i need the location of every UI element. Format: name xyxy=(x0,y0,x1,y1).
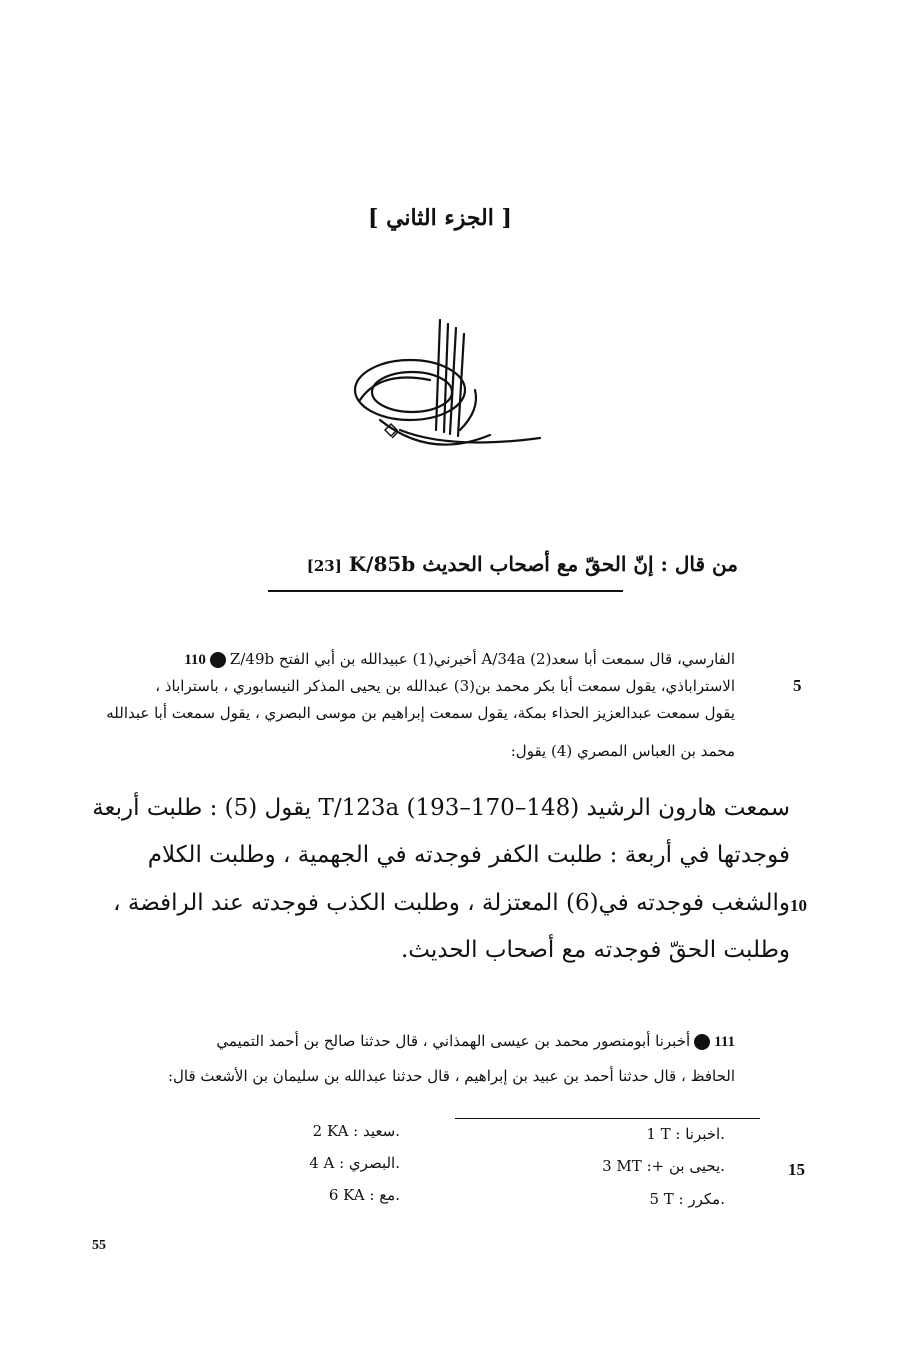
footnote-separator xyxy=(455,1118,760,1119)
quote-line-4: وطلبت الحقّ فوجدته مع أصحاب الحديث. xyxy=(400,937,790,963)
footnote-4: 4 A : البصري. xyxy=(309,1154,400,1172)
hadith-110-line-4: محمد بن العباس المصري (4) يقول: xyxy=(510,742,735,760)
line-number-5: 5 xyxy=(793,676,802,695)
part-title: [ الجزء الثاني ] xyxy=(368,205,512,231)
footnote-5: 5 T : مكرر. xyxy=(649,1190,725,1208)
quote-line-3: والشغب فوجدته في(6) المعتزلة ، وطلبت الكذب فوجدته عند الرافضة ، xyxy=(113,890,790,916)
footnote-2: 2 KA : سعيد. xyxy=(312,1122,400,1140)
hadith-111-number: 111 xyxy=(714,1034,735,1050)
tughra-ornament xyxy=(340,310,550,470)
chapter-underline xyxy=(268,590,623,592)
hadith-111-line-2: الحافظ ، قال حدثنا أحمد بن عبيد بن إبراهيم ، قال حدثنا عبدالله بن سليمان بن الأشعث قال: xyxy=(167,1067,735,1085)
hadith-110-line-3: يقول سمعت عبدالعزيز الحذاء بمكة، يقول سمعت إبراهيم بن موسى البصري ، يقول سمعت أبا عبدالله xyxy=(106,704,735,722)
bullet-icon xyxy=(694,1034,710,1050)
line-number-10: 10 xyxy=(790,896,807,915)
chapter-number: [23] xyxy=(306,557,342,575)
hadith-111-line-1: 111أخبرنا أبومنصور محمد بن عيسى الهمذاني ، قال حدثنا صالح بن أحمد التميمي xyxy=(216,1032,735,1050)
chapter-title: من قال : إنّ الحقّ مع أصحاب الحديث xyxy=(422,552,738,576)
hadith-110-number: 110 xyxy=(184,652,206,668)
footnote-1: 1 T : اخبرنا. xyxy=(646,1125,725,1143)
quote-line-2: فوجدتها في أربعة : طلبت الكفر فوجدته في الجهمية ، وطلبت الكلام xyxy=(147,842,790,868)
chapter-ms-ref: K/85b xyxy=(348,552,416,576)
footnote-6: 6 KA : مع. xyxy=(328,1186,400,1204)
bullet-icon xyxy=(210,652,226,668)
line-number-15: 15 xyxy=(788,1160,805,1179)
footnote-3: 3 MT :+ يحيى بن. xyxy=(602,1157,725,1175)
hadith-110-line-2: الاستراباذي، يقول سمعت أبا بكر محمد بن(3) عبدالله بن يحيى المذكر النيسابوري ، باستراباذ ، xyxy=(155,677,735,695)
hadith-110-line-1: 110 Z/49b أخبرني(1) عبيدالله بن أبي الفتح A/34a الفارسي، قال سمعت أبا سعد(2) xyxy=(184,650,735,668)
page-number: 55 xyxy=(92,1238,106,1253)
chapter-heading xyxy=(268,552,738,576)
quote-line-1: سمعت هارون الرشيد (148–170–193) T/123a يقول (5) : طلبت أربعة xyxy=(92,795,790,821)
